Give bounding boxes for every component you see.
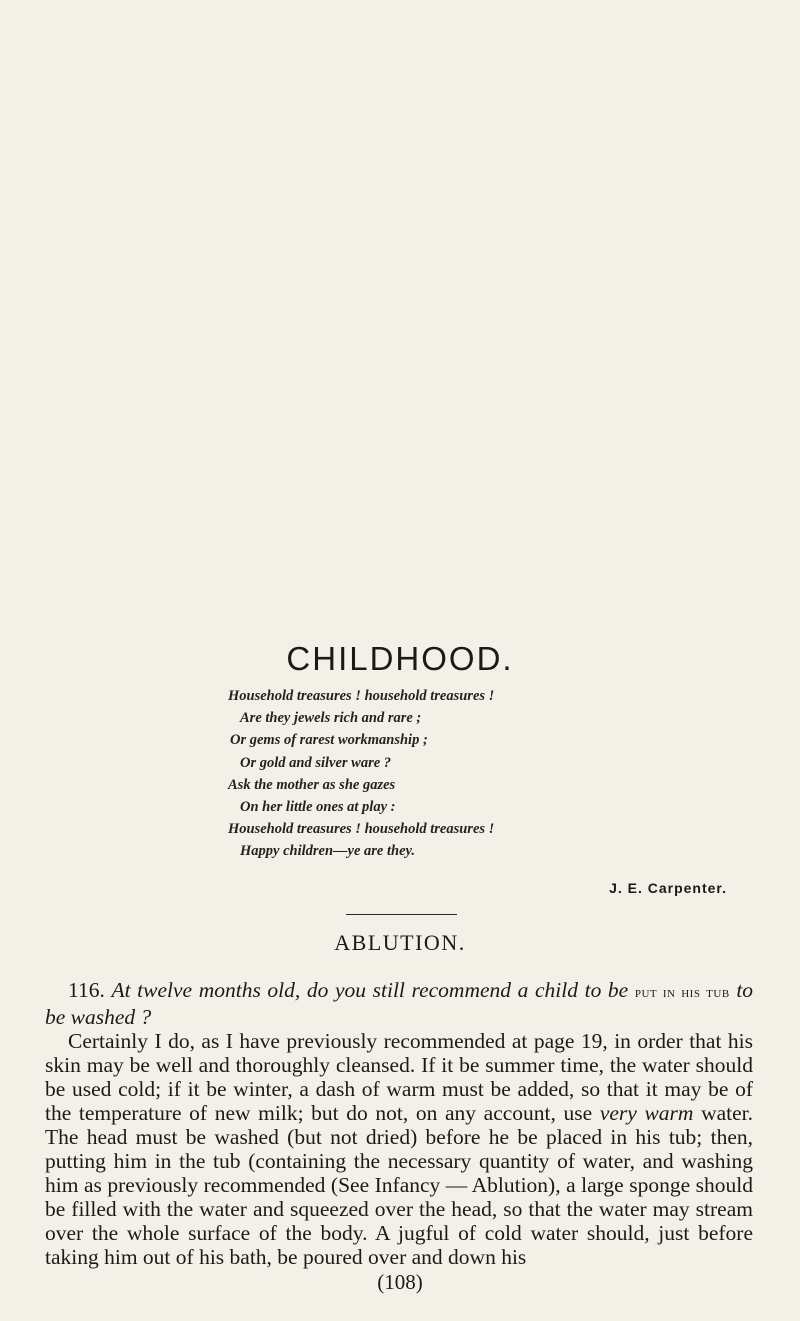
poem-line: Are they jewels rich and rare ; <box>240 710 422 727</box>
poem-attribution: J. E. Carpenter. <box>609 880 727 896</box>
answer-text: Certainly I do, as I have previously recommended at page 19, in order that his skin may be well and thoroughly cleansed. If it be summer time, the water should be used cold; if it be winter, a dash of warm must be added, so that it may be of the temperature of new milk; but do not, on any account, use <box>45 1029 753 1125</box>
poem-line: Household treasures ! household treasures ! <box>228 821 495 838</box>
page-number: (108) <box>377 1270 423 1294</box>
question-text-end: to be washed ? <box>45 978 754 1029</box>
poem-line: Ask the mother as she gazes <box>228 776 396 793</box>
answer-emphasis: very warm <box>599 1101 694 1125</box>
question-small-caps: put in his tub <box>634 984 730 1001</box>
question-paragraph <box>45 978 753 1029</box>
epigraph-poem <box>228 685 728 863</box>
poem-line: Or gold and silver ware ? <box>240 754 392 771</box>
poem-line: On her little ones at play : <box>240 799 396 816</box>
question-text: At twelve months old, do you still recommend a child to be <box>111 978 629 1002</box>
poem-line: Happy children—ye are they. <box>240 843 416 860</box>
poem-line: Household treasures ! household treasures ! <box>228 688 495 704</box>
chapter-title: CHILDHOOD. <box>286 640 514 677</box>
answer-paragraph <box>45 1029 753 1269</box>
poem-line: Or gems of rarest workmanship ; <box>230 732 428 749</box>
section-divider <box>346 914 457 915</box>
section-title: ABLUTION. <box>334 930 466 955</box>
question-number: 116. <box>68 978 105 1002</box>
answer-text-end: water. The head must be washed (but not dried) before he be placed in his tub; then, putting him in the tub (containing the necessary quantity of water, and washing him as previously recommended (See Infancy — Ablution), a large sponge should be filled with the water and squeezed over the head, so that the water may stream over the whole surface of the body. A jugful of cold water should, just before taking him out of his bath, be poured over and down his <box>45 1101 754 1269</box>
body-text <box>45 978 753 1269</box>
